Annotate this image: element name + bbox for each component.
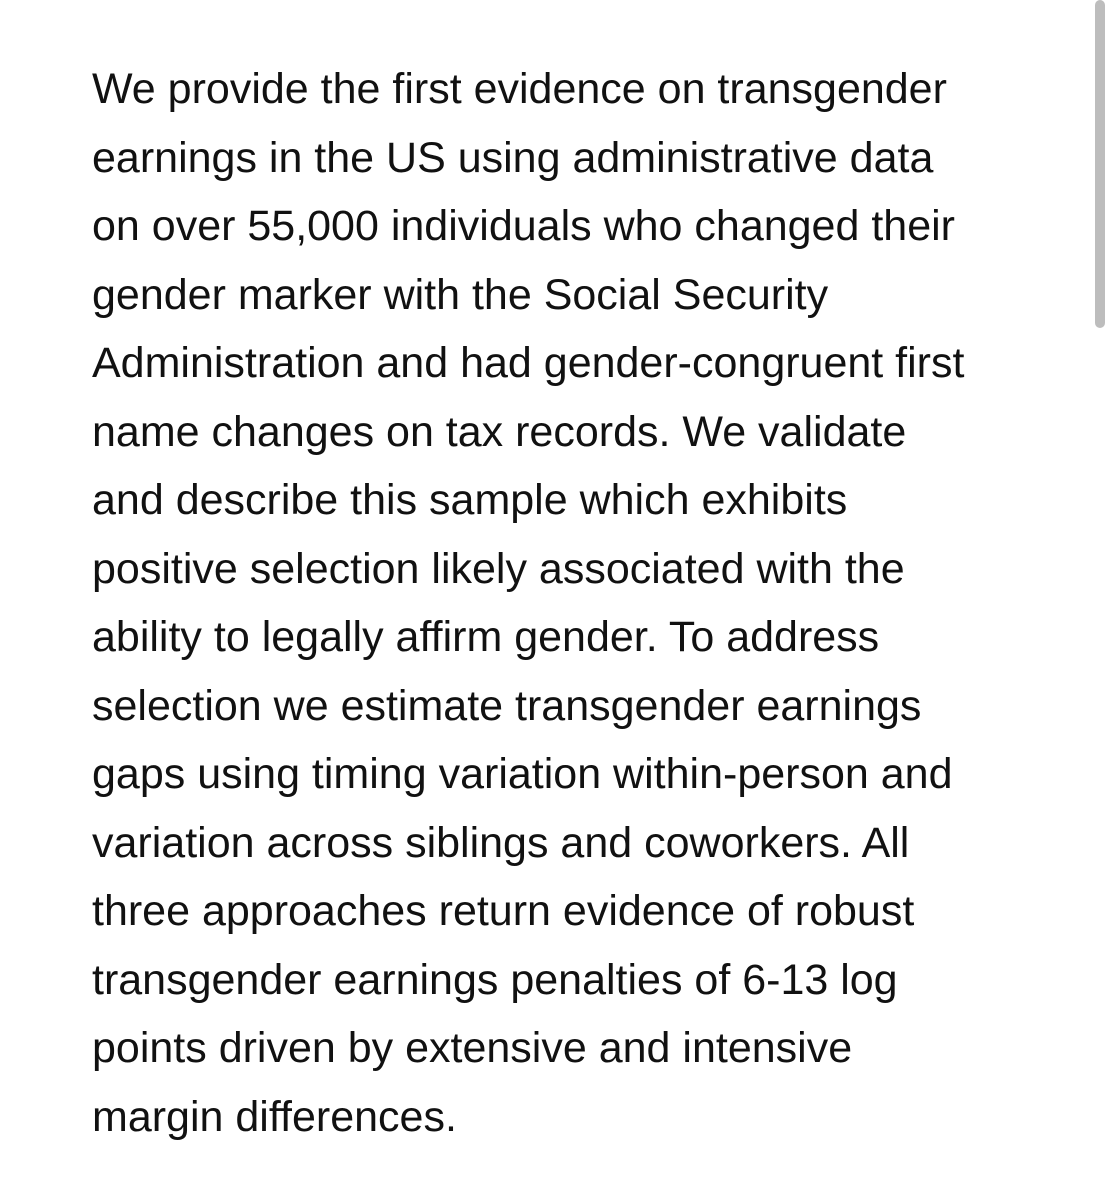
- abstract-line-13: three approaches return evidence of robust: [92, 887, 915, 935]
- abstract-line-8: positive selection likely associated with the: [92, 544, 905, 593]
- abstract-line-4: gender marker with the Social Security: [92, 270, 829, 319]
- abstract-paragraph: [92, 55, 1052, 1151]
- abstract-line-16: margin differences.: [92, 1092, 457, 1141]
- abstract-line-1: We provide the first evidence on transgender: [92, 65, 947, 113]
- abstract-line-12: variation across siblings and coworkers. All: [92, 818, 910, 867]
- abstract-line-9: ability to legally affirm gender. To address: [92, 613, 880, 661]
- abstract-line-2: earnings in the US using administrative data: [92, 133, 934, 182]
- abstract-line-14: transgender earnings penalties of 6-13 log: [92, 955, 898, 1004]
- scrollbar-thumb[interactable]: [1095, 0, 1105, 328]
- vertical-scrollbar[interactable]: [1089, 0, 1113, 1200]
- abstract-line-15: points driven by extensive and intensive: [92, 1024, 853, 1072]
- abstract-line-7: and describe this sample which exhibits: [92, 476, 848, 524]
- abstract-line-6: name changes on tax records. We validate: [92, 407, 907, 456]
- abstract-line-3: on over 55,000 individuals who changed their: [92, 202, 955, 250]
- abstract-line-11: gaps using timing variation within-person and: [92, 750, 953, 798]
- abstract-line-5: Administration and had gender-congruent first: [92, 339, 965, 387]
- abstract-line-10: selection we estimate transgender earnings: [92, 681, 922, 730]
